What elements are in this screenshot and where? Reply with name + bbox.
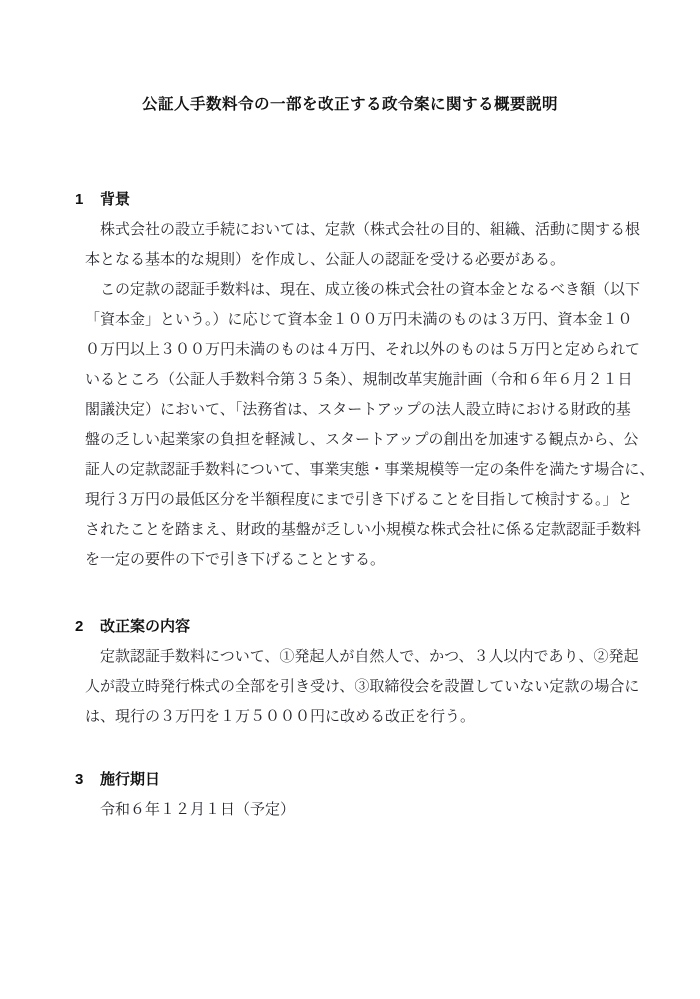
document-title: 公証人手数料令の一部を改正する政令案に関する概要説明 [141, 96, 558, 113]
text-line: は、現行の３万円を１万５０００円に改める改正を行う。 [85, 709, 476, 725]
text-line: 定款認証手数料について、①発起人が自然人で、かつ、３人以内であり、②発起 [100, 649, 639, 665]
text-line: 現行３万円の最低区分を半額程度にまで引き下げることを目指して検討する。」と [85, 492, 633, 508]
text-line: 令和６年１２月１日（予定） [100, 802, 296, 818]
section-title: 施行期日 [100, 771, 161, 788]
section-number: 3 [75, 771, 84, 788]
text-line: ０万円以上３００万円未満のものは４万円、それ以外のものは５万円と定められて [85, 342, 641, 358]
section-heading [75, 185, 130, 215]
section-number: 2 [75, 618, 84, 635]
section-heading [75, 765, 160, 795]
section-body [85, 215, 655, 575]
text-line: 盤の乏しい起業家の負担を軽減し、スタートアップの創出を加速する観点から、公 [85, 432, 639, 448]
text-line: 株式会社の設立手続においては、定款（株式会社の目的、組織、活動に関する根 [100, 222, 641, 238]
section-body [85, 795, 640, 825]
section-title: 背景 [100, 191, 131, 208]
text-line: いるところ（公証人手数料令第３５条）、規制改革実施計画（令和６年６月２１日 [85, 372, 633, 388]
text-line: 証人の定款認証手数料について、事業実態・事業規模等一定の条件を満たす場合に、 [85, 462, 655, 478]
text-line: この定款の認証手数料は、現在、成立後の株式会社の資本金となるべき額（以下 [100, 282, 641, 298]
text-line: 閣議決定）において、「法務省は、スタートアップの法人設立時における財政的基 [85, 402, 631, 418]
text-line: 「資本金」という。）に応じて資本金１００万円未満のものは３万円、資本金１０ [85, 312, 633, 328]
text-line: 本となる基本的な規則）を作成し、公証人の認証を受ける必要がある。 [85, 252, 566, 268]
section-heading [75, 612, 190, 642]
text-line: を一定の要件の下で引き下げることとする。 [85, 552, 386, 568]
section-body [85, 642, 640, 732]
text-line: されたことを踏まえ、財政的基盤が乏しい小規模な株式会社に係る定款認証手数料 [85, 522, 641, 538]
section-number: 1 [75, 191, 84, 208]
text-line: 人が設立時発行株式の全部を引き受け、③取締役会を設置していない定款の場合に [85, 679, 640, 695]
section-title: 改正案の内容 [100, 618, 191, 635]
